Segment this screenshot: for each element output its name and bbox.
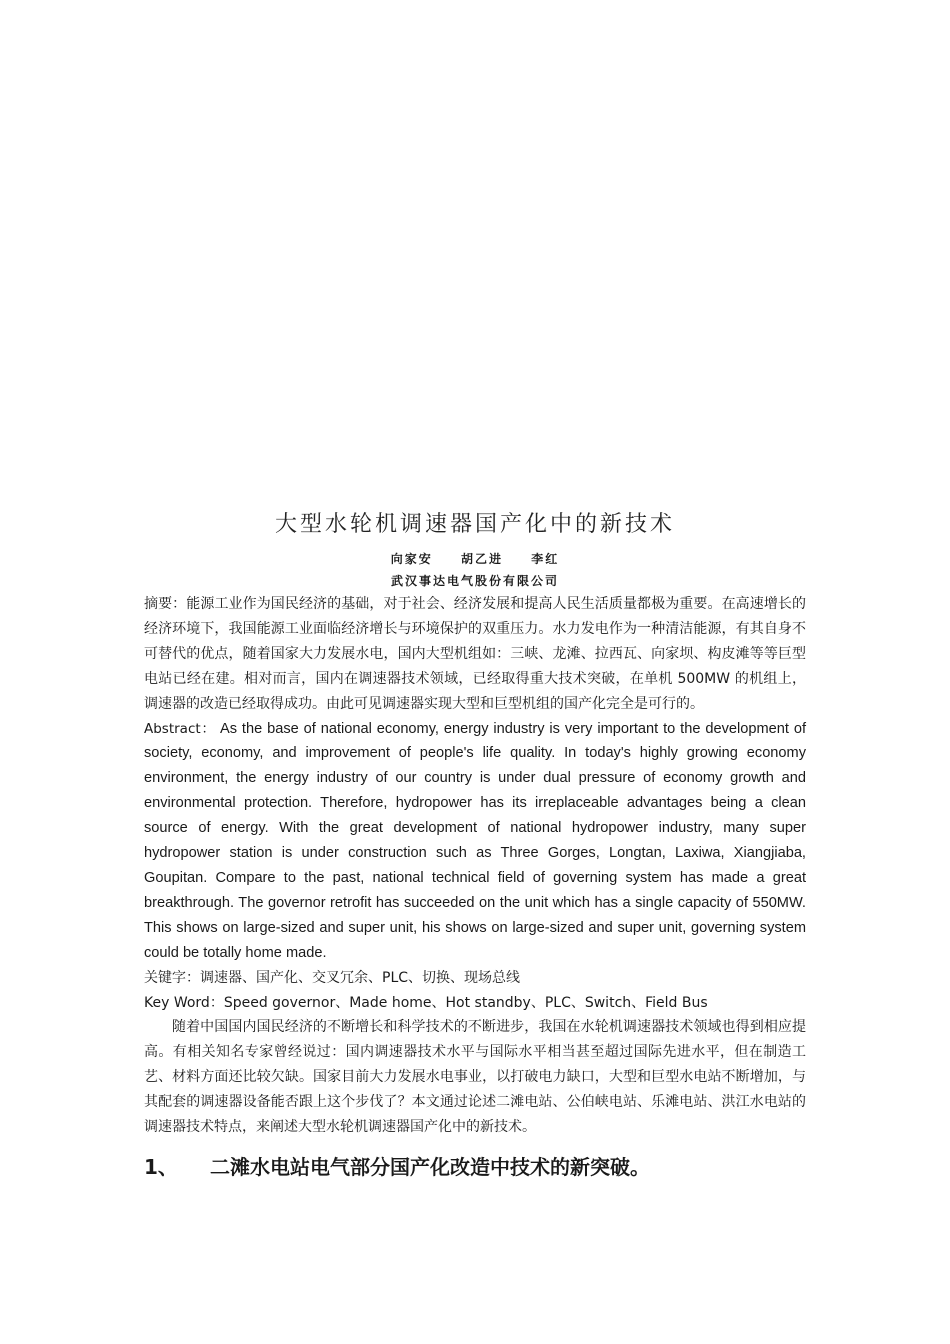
abstract-en-label: Abstract： — [144, 720, 216, 737]
keywords-en: Key Word：Speed governor、Made home、Hot standby、PLC、Switch、Field Bus — [144, 994, 708, 1011]
abstract-zh-text: 能源工业作为国民经济的基础，对于社会、经济发展和提高人民生活质量都极为重要。在高速增长的经济环境下，我国能源工业面临经济增长与环境保护的双重压力。水力发电作为一种清洁能源，有其自身不可替代的优点，随着国家大力发展水电，国内大型机组如：三峡、龙滩、拉西瓦、向家坝、构皮滩等等巨型电站已经在建。相对而言，国内在调速器技术领域，已经取得重大技术突破，在单机 500MW 的机组上，调速器的改造已经取得成功。由此可见调速器实现大型和巨型机组的国产化完全是可行的。 — [144, 596, 807, 712]
author-name: 向家安 — [390, 552, 433, 566]
affiliation: 武汉事达电气股份有限公司 — [390, 574, 559, 588]
paper-content — [144, 508, 806, 1184]
section-heading — [144, 1150, 806, 1184]
abstract-zh — [144, 592, 806, 717]
abstract-en-text: As the base of national economy, energy industry is very important to the development of society, economy, and improvement of people's life quality. In today's highly growing economy environment, the energy industry of our country is under dual pressure of economy growth and environmental protection. Therefore, hydropower has its irreplaceable advantages being a clean source of energy. With the great development of national hydropower industry, many super hydropower station is under construction such as Three Gorges, Longtan, Laxiwa, Xiangjiaba, Goupitan. Compare to the past, national technical field of governing system has made a great breakthrough. The governor retrofit has succeeded on the unit which has a single capacity of 550MW. This shows on large-sized and super unit, his shows on large-sized and super unit, governing system could be totally home made. — [144, 720, 806, 961]
author-name: 李红 — [531, 552, 560, 566]
section-number: 1、 — [144, 1154, 178, 1179]
paper-title: 大型水轮机调速器国产化中的新技术 — [274, 512, 675, 537]
intro-paragraph: 随着中国国内国民经济的不断增长和科学技术的不断进步，我国在水轮机调速器技术领域也得到相应提高。有相关知名专家曾经说过：国内调速器技术水平与国际水平相当甚至超过国际先进水平，但在制造工艺、材料方面还比较欠缺。国家目前大力发展水电事业，以打破电力缺口，大型和巨型水电站不断增加，与其配套的调速器设备能否跟上这个步伐了？本文通过论述二滩电站、公伯峡电站、乐滩电站、洪江水电站的调速器技术特点，来阐述大型水轮机调速器国产化中的新技术。 — [144, 1019, 806, 1136]
abstract-en — [144, 717, 806, 966]
abstract-zh-label: 摘要： — [144, 596, 187, 612]
keywords-zh: 关键字：调速器、国产化、交叉冗余、PLC、切换、现场总线 — [144, 969, 521, 986]
author-name: 胡乙进 — [460, 552, 503, 566]
section-title: 二滩水电站电气部分国产化改造中技术的新突破。 — [210, 1154, 650, 1179]
author-list — [144, 548, 806, 570]
